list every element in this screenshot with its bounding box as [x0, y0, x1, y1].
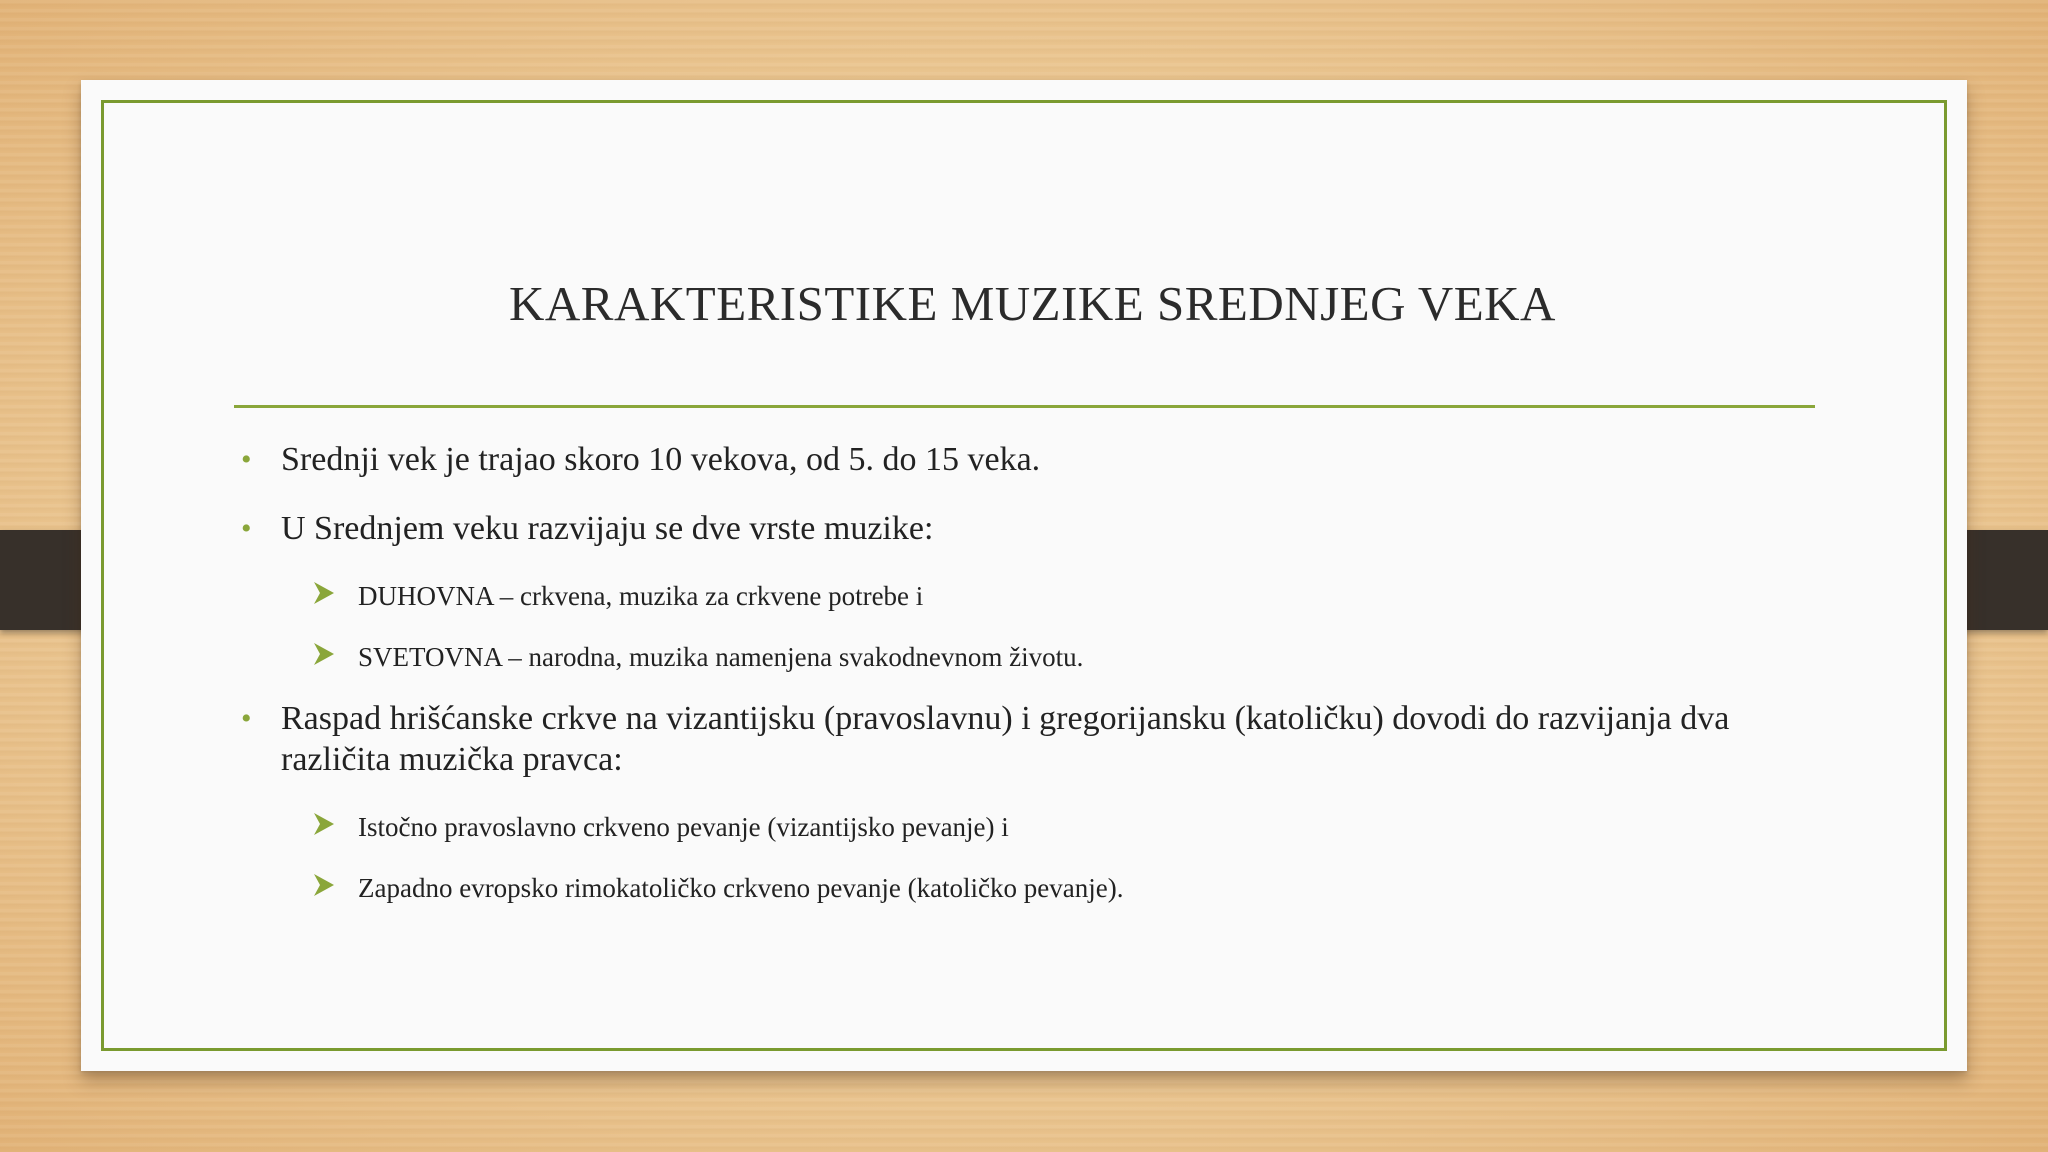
sub-list-item-text: Zapadno evropsko rimokatoličko crkveno pevanje (katoličko pevanje).	[358, 873, 1124, 903]
arrow-bullet-icon	[312, 580, 336, 606]
sub-list-item	[358, 871, 1758, 905]
sub-list-item-text: SVETOVNA – narodna, muzika namenjena svakodnevnom životu.	[358, 642, 1084, 672]
bullet-dot-icon: •	[241, 512, 252, 545]
bullet-dot-icon: •	[241, 702, 252, 735]
sub-list-item-text: DUHOVNA – crkvena, muzika za crkvene potrebe i	[358, 581, 924, 611]
sub-list-item-text: Istočno pravoslavno crkveno pevanje (vizantijsko pevanje) i	[358, 812, 1009, 842]
slide	[81, 80, 1967, 1071]
arrow-bullet-icon	[312, 811, 336, 837]
list-item	[241, 698, 1841, 780]
slide-frame	[101, 100, 1947, 1051]
sub-list-item	[358, 579, 1758, 613]
arrow-bullet-icon	[312, 641, 336, 667]
list-item-text: Raspad hrišćanske crkve na vizantijsku (pravoslavnu) i gregorijansku (katoličku) dovodi do razvijanja dva različita muzička pravca:	[281, 700, 1730, 778]
sub-list-item	[358, 640, 1758, 674]
slide-title: KARAKTERISTIKE MUZIKE SREDNJEG VEKA	[509, 276, 1556, 331]
list-item	[241, 439, 1841, 480]
bullet-dot-icon: •	[241, 443, 252, 476]
title-divider	[234, 405, 1815, 408]
sub-list-item	[358, 810, 1758, 844]
list-item-text: Srednji vek je trajao skoro 10 vekova, od 5. do 15 veka.	[281, 441, 1041, 478]
arrow-bullet-icon	[312, 872, 336, 898]
list-item-text: U Srednjem veku razvijaju se dve vrste muzike:	[281, 510, 934, 547]
list-item	[241, 508, 1841, 549]
